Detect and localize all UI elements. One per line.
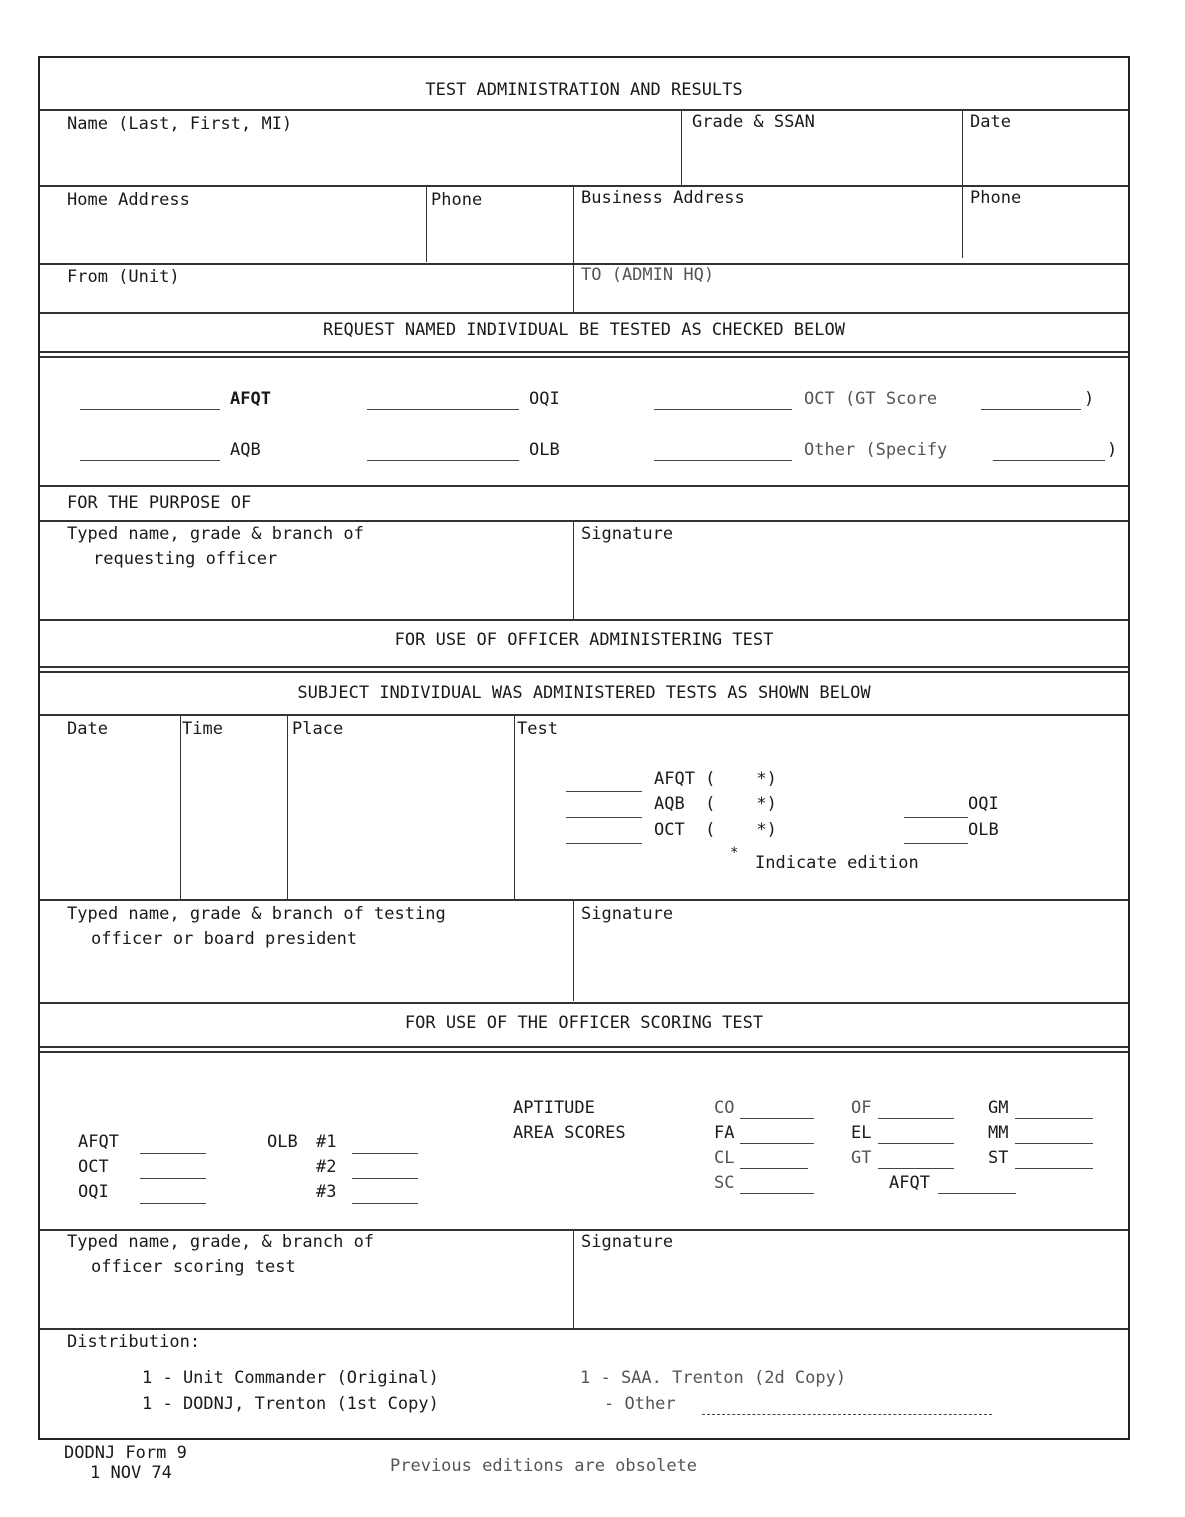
oct-admin-label: OCT ( *): [654, 820, 777, 840]
aqb-admin-label: AQB ( *): [654, 794, 777, 814]
aptitude-sc-blank[interactable]: [740, 1193, 814, 1194]
business-phone-label: Phone: [970, 188, 1022, 208]
scoring-officer-label-line2: officer scoring test: [91, 1257, 296, 1277]
afqt-admin-blank[interactable]: [566, 791, 642, 792]
aptitude-co-label: CO: [714, 1098, 735, 1118]
aptitude-cl-blank[interactable]: [740, 1168, 808, 1169]
distribution-item: 1 - DODNJ, Trenton (1st Copy): [142, 1394, 439, 1414]
afqt-request-blank[interactable]: [80, 409, 220, 410]
from-unit-field[interactable]: [40, 264, 572, 312]
scoring-signature-label: Signature: [581, 1232, 674, 1252]
aqb-admin-blank[interactable]: [566, 817, 642, 818]
aptitude-co-blank[interactable]: [740, 1118, 814, 1119]
administering-heading: FOR USE OF OFFICER ADMINISTERING TEST: [394, 630, 774, 650]
paren-close: ): [1107, 440, 1118, 460]
business-phone-field[interactable]: [963, 186, 1131, 262]
oqi-request-blank[interactable]: [367, 409, 519, 410]
distribution-other-blank[interactable]: [702, 1414, 992, 1415]
date-field[interactable]: [963, 110, 1131, 184]
requesting-officer-field[interactable]: [40, 521, 572, 619]
olb-number-3: #3: [316, 1182, 337, 1202]
afqt-score-blank[interactable]: [140, 1153, 206, 1154]
distribution-item: 1 - SAA. Trenton (2d Copy): [580, 1368, 847, 1388]
divider: [40, 1328, 1128, 1330]
admin-place-field[interactable]: [288, 715, 513, 899]
admin-time-label: Time: [182, 719, 223, 739]
asterisk-mark: *: [730, 845, 739, 861]
form-date: 1 NOV 74: [90, 1463, 172, 1483]
distribution-item: - Other: [604, 1394, 676, 1414]
requesting-officer-label-line1: Typed name, grade & branch of: [67, 524, 364, 544]
divider: [40, 356, 1128, 358]
oqi-option-label: OQI: [529, 389, 560, 409]
testing-officer-label-line2: officer or board president: [91, 929, 358, 949]
edition-note: Indicate edition: [755, 853, 919, 873]
request-heading: REQUEST NAMED INDIVIDUAL BE TESTED AS CHECKED BELOW: [323, 320, 845, 340]
aptitude-fa-label: FA: [714, 1123, 735, 1143]
requesting-signature-label: Signature: [581, 524, 674, 544]
oct-admin-blank[interactable]: [566, 843, 642, 844]
divider: [40, 1046, 1128, 1048]
olb-score-label: OLB: [267, 1132, 298, 1152]
aptitude-gt-label: GT: [851, 1148, 872, 1168]
oqi-admin-label: OQI: [968, 794, 999, 814]
name-field[interactable]: [40, 110, 680, 184]
olb-admin-blank[interactable]: [904, 843, 968, 844]
aptitude-el-label: EL: [851, 1123, 872, 1143]
obsolete-note: Previous editions are obsolete: [390, 1456, 698, 1476]
aptitude-label-line2: AREA SCORES: [513, 1123, 626, 1143]
aptitude-gm-blank[interactable]: [1015, 1118, 1093, 1119]
scoring-officer-label-line1: Typed name, grade, & branch of: [67, 1232, 375, 1252]
oct-score-blank[interactable]: [140, 1178, 206, 1179]
gt-score-blank[interactable]: [981, 409, 1081, 410]
requesting-signature-field[interactable]: [574, 521, 1131, 619]
admin-test-label: Test: [517, 719, 558, 739]
aptitude-mm-blank[interactable]: [1015, 1143, 1093, 1144]
olb-admin-label: OLB: [968, 820, 999, 840]
divider: [40, 1051, 1128, 1053]
divider: [514, 715, 515, 899]
distribution-label: Distribution:: [67, 1332, 201, 1352]
grade-ssan-field[interactable]: [682, 110, 962, 184]
aptitude-gt-blank[interactable]: [878, 1168, 954, 1169]
scoring-officer-field[interactable]: [40, 1230, 572, 1328]
divider: [40, 312, 1128, 314]
oct-request-blank[interactable]: [654, 409, 792, 410]
requesting-officer-label-line2: requesting officer: [93, 549, 278, 569]
aptitude-afqt-blank[interactable]: [938, 1193, 1016, 1194]
scoring-heading: FOR USE OF THE OFFICER SCORING TEST: [404, 1013, 764, 1033]
paren-close: ): [1084, 389, 1095, 409]
distribution-item: 1 - Unit Commander (Original): [142, 1368, 439, 1388]
divider: [40, 351, 1128, 353]
olb-1-blank[interactable]: [352, 1153, 418, 1154]
aptitude-fa-blank[interactable]: [740, 1143, 814, 1144]
afqt-score-label: AFQT: [78, 1132, 119, 1152]
admin-time-field[interactable]: [181, 715, 286, 899]
aptitude-of-label: OF: [851, 1098, 872, 1118]
oqi-score-label: OQI: [78, 1182, 109, 1202]
admin-date-field[interactable]: [40, 715, 179, 899]
testing-signature-field[interactable]: [574, 900, 1131, 1001]
divider: [40, 671, 1128, 673]
admin-place-label: Place: [292, 719, 344, 739]
test-administration-form: [38, 56, 1130, 1440]
aptitude-afqt-label: AFQT: [889, 1173, 930, 1193]
aptitude-sc-label: SC: [714, 1173, 735, 1193]
grade-ssan-label: Grade & SSAN: [692, 112, 815, 132]
aptitude-st-label: ST: [988, 1148, 1009, 1168]
to-admin-hq-field[interactable]: [574, 264, 1131, 312]
purpose-field[interactable]: [260, 486, 1130, 520]
oct-score-label: OCT: [78, 1157, 109, 1177]
olb-request-blank[interactable]: [367, 460, 519, 461]
from-unit-label: From (Unit): [67, 267, 180, 287]
other-request-blank[interactable]: [654, 460, 792, 461]
home-address-field[interactable]: [40, 186, 425, 262]
home-phone-label: Phone: [431, 190, 483, 210]
olb-2-blank[interactable]: [352, 1178, 418, 1179]
aqb-request-blank[interactable]: [80, 460, 220, 461]
aqb-option-label: AQB: [230, 440, 261, 460]
home-address-label: Home Address: [67, 190, 190, 210]
purpose-label: FOR THE PURPOSE OF: [67, 493, 252, 513]
home-phone-field[interactable]: [427, 186, 573, 262]
aptitude-label-line1: APTITUDE: [513, 1098, 595, 1118]
olb-option-label: OLB: [529, 440, 560, 460]
date-label: Date: [970, 112, 1011, 132]
olb-3-blank[interactable]: [352, 1203, 418, 1204]
oqi-admin-blank[interactable]: [904, 817, 968, 818]
divider: [40, 619, 1128, 621]
afqt-option-label: AFQT: [230, 389, 271, 409]
other-option-label: Other (Specify: [804, 440, 948, 460]
aptitude-gm-label: GM: [988, 1098, 1009, 1118]
divider: [40, 666, 1128, 668]
olb-number-1: #1: [316, 1132, 337, 1152]
oqi-score-blank[interactable]: [140, 1203, 206, 1204]
form-title: TEST ADMINISTRATION AND RESULTS: [425, 80, 743, 100]
business-address-field[interactable]: [574, 186, 961, 262]
business-address-label: Business Address: [581, 188, 745, 208]
name-label: Name (Last, First, MI): [67, 114, 293, 134]
testing-officer-field[interactable]: [40, 900, 572, 1001]
administered-subheading: SUBJECT INDIVIDUAL WAS ADMINISTERED TESTS AS SHOWN BELOW: [297, 683, 871, 703]
aptitude-mm-label: MM: [988, 1123, 1009, 1143]
aptitude-cl-label: CL: [714, 1148, 735, 1168]
aptitude-el-blank[interactable]: [878, 1143, 954, 1144]
oct-option-label: OCT (GT Score: [804, 389, 938, 409]
testing-signature-label: Signature: [581, 904, 674, 924]
testing-officer-label-line1: Typed name, grade & branch of testing: [67, 904, 446, 924]
olb-number-2: #2: [316, 1157, 337, 1177]
afqt-admin-label: AFQT ( *): [654, 769, 777, 789]
aptitude-of-blank[interactable]: [878, 1118, 954, 1119]
to-admin-hq-label: TO (ADMIN HQ): [581, 265, 715, 285]
other-specify-blank[interactable]: [993, 460, 1105, 461]
aptitude-st-blank[interactable]: [1015, 1168, 1093, 1169]
admin-date-label: Date: [67, 719, 108, 739]
scoring-signature-field[interactable]: [574, 1230, 1131, 1328]
form-number: DODNJ Form 9: [64, 1443, 187, 1463]
divider: [40, 1002, 1128, 1004]
